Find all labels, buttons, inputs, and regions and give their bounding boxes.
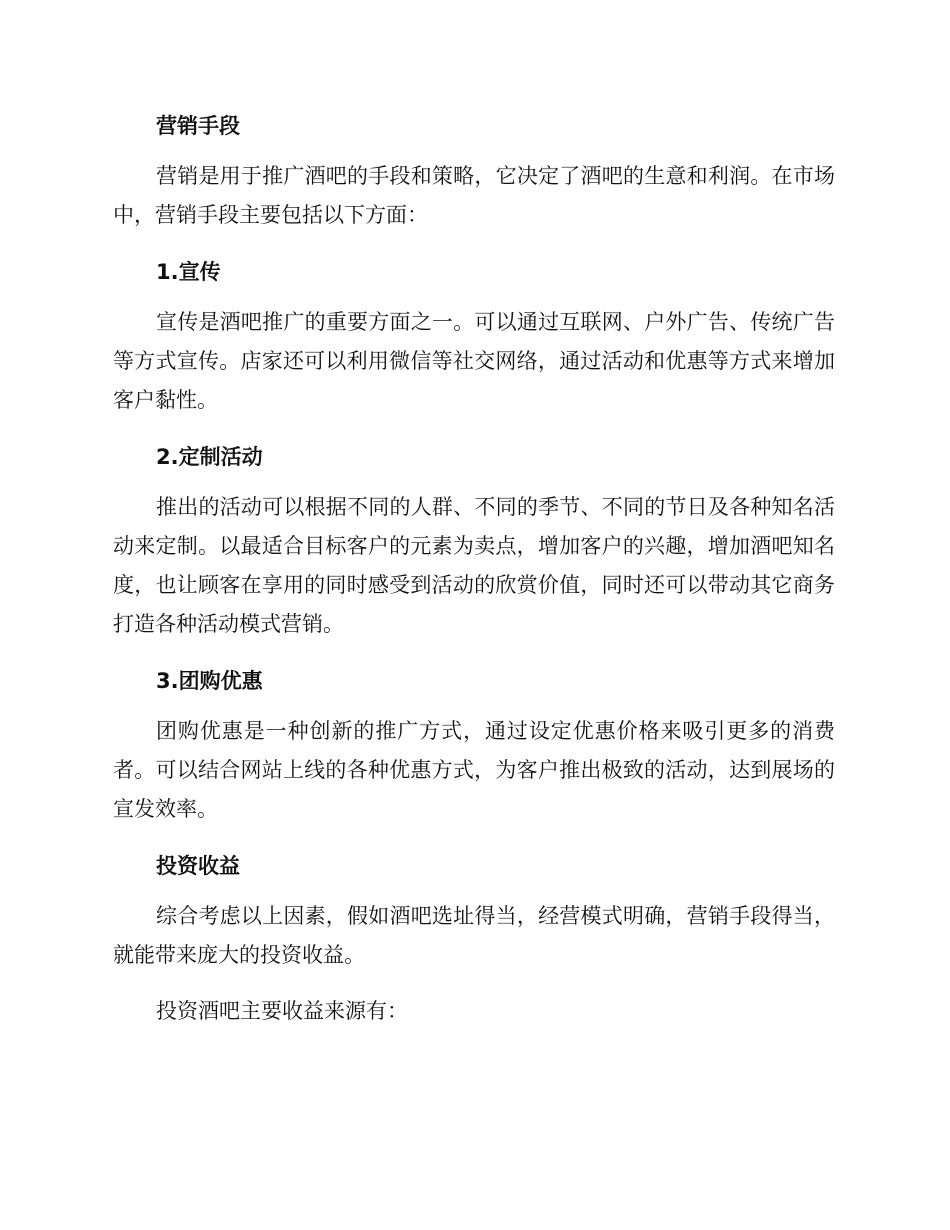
section-heading-marketing: 营销手段 (156, 114, 240, 138)
section-heading-promotion: 1.宣传 (156, 260, 221, 284)
paragraph-promotion: 宣传是酒吧推广的重要方面之一。可以通过互联网、户外广告、传统广告等方式宣传。店家还可以利用微信等社交网络，通过活动和优惠等方式来增加客户黏性。 (113, 310, 835, 412)
document-body (113, 106, 835, 1048)
paragraph-group-buying: 团购优惠是一种创新的推广方式，通过设定优惠价格来吸引更多的消费者。可以结合网站上线的各种优惠方式，为客户推出极致的活动，达到展场的宣发效率。 (113, 719, 835, 821)
paragraph-marketing-intro: 营销是用于推广酒吧的手段和策略，它决定了酒吧的生意和利润。在市场中，营销手段主要包括以下方面： (113, 164, 835, 227)
paragraph-custom-events: 推出的活动可以根据不同的人群、不同的季节、不同的节日及各种知名活动来定制。以最适合目标客户的元素为卖点，增加客户的兴趣，增加酒吧知名度，也让顾客在享用的同时感受到活动的欣赏价值，同时还可以带动其它商务打造各种活动模式营销。 (113, 495, 835, 636)
section-heading-custom-events: 2.定制活动 (156, 445, 263, 469)
paragraph-revenue-sources: 投资酒吧主要收益来源有： (156, 999, 408, 1023)
section-heading-group-buying: 3.团购优惠 (156, 669, 263, 693)
section-heading-investment-returns: 投资收益 (156, 854, 240, 878)
paragraph-investment-returns: 综合考虑以上因素，假如酒吧选址得当，经营模式明确，营销手段得当，就能带来庞大的投资收益。 (113, 904, 835, 967)
